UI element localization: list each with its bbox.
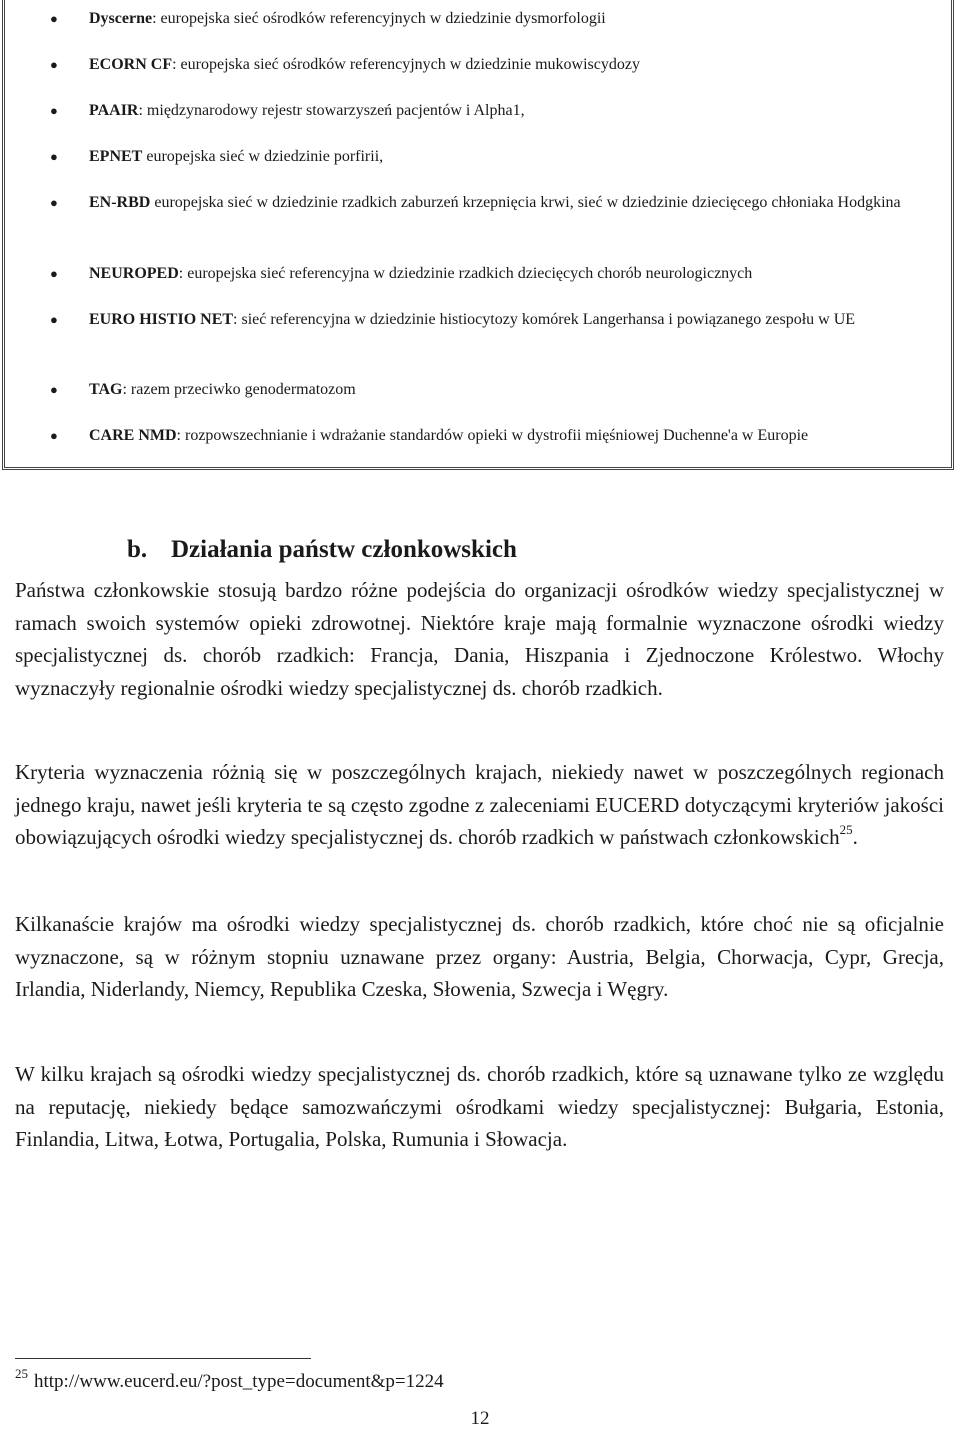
bullet-icon: ● [50,428,58,443]
network-name: NEUROPED [89,265,179,282]
footnote-link[interactable]: http://www.eucerd.eu/?post_type=document&p=1224 [34,1371,444,1392]
bullet-icon: ● [50,266,58,281]
network-desc: : europejska sieć ośrodków referencyjnych w dziedzinie mukowiscydozy [172,56,640,73]
network-name: EN-RBD [89,194,151,211]
footnote-divider [15,1358,311,1359]
paragraph-2-end: . [852,825,858,849]
bullet-icon: ● [50,103,58,118]
paragraph-2 [15,756,944,854]
footnote-ref[interactable]: 25 [839,822,853,837]
network-desc: : międzynarodowy rejestr stowarzyszeń pacjentów i Alpha1, [138,102,525,119]
bullet-icon: ● [50,149,58,164]
bullet-icon: ● [50,312,58,327]
network-name: CARE NMD [89,427,177,444]
network-desc: europejska sieć w dziedzinie rzadkich zaburzeń krzepnięcia krwi, sieć w dziedzinie dziecięcego chłoniaka Hodgkina [150,194,901,211]
network-name: ECORN CF [89,56,173,73]
paragraph-2-text: Kryteria wyznaczenia różnią się w poszczególnych krajach, niekiedy nawet w poszczególnych regionach jednego kraju, nawet jeśli kryteria te są często zgodne z zaleceniami EUCERD dotyczącymi kryteriów jakości obowiązujących ośrodki wiedzy specjalistycznej ds. chorób rzadkich w państwach członkowskich [15,760,944,849]
network-name: PAAIR [89,102,139,119]
network-desc: : sieć referencyjna w dziedzinie histiocytozy komórek Langerhansa i powiązanego zespołu w UE [233,311,856,328]
network-desc: : rozpowszechnianie i wdrażanie standardów opieki w dystrofii mięśniowej Duchenne'a w Europie [176,427,809,444]
paragraph-1: Państwa członkowskie stosują bardzo różne podejścia do organizacji ośrodków wiedzy specjalistycznej w ramach swoich systemów opieki zdrowotnej. Niektóre kraje mają formalnie wyznaczone ośrodki wiedzy specjalistycznej ds. chorób rzadkich: Francja, Dania, Hiszpania i Zjednoczone Królestwo. Włochy wyznaczyły regionalnie ośrodki wiedzy specjalistycznej ds. chorób rzadkich. [15,578,944,700]
network-name: EURO HISTIO NET [89,311,234,328]
bullet-icon: ● [50,382,58,397]
section-heading [127,534,517,566]
page-number: 12 [470,1408,490,1429]
bullet-icon: ● [50,57,58,72]
section-title: Działania państw członkowskich [171,536,517,563]
network-desc: : europejska sieć referencyjna w dziedzinie rzadkich dziecięcych chorób neurologicznych [178,265,753,282]
bullet-icon: ● [50,11,58,26]
network-name: EPNET [89,148,143,165]
network-name: TAG [89,381,123,398]
paragraph-3: Kilkanaście krajów ma ośrodki wiedzy specjalistycznej ds. chorób rzadkich, które choć nie są oficjalnie wyznaczone, są w różnym stopniu uznawane przez organy: Austria, Belgia, Chorwacja, Cypr, Grecja, Irlandia, Niderlandy, Niemcy, Republika Czeska, Słowenia, Szwecja i Węgry. [15,912,944,1001]
footnote-number: 25 [15,1366,28,1381]
network-desc: europejska sieć w dziedzinie porfirii, [142,148,384,165]
section-number: b. [127,536,148,563]
network-name: Dyscerne [89,10,153,27]
bullet-icon: ● [50,195,58,210]
footnote [15,1366,444,1395]
network-desc: : europejska sieć ośrodków referencyjnych w dziedzinie dysmorfologii [152,10,606,27]
paragraph-4: W kilku krajach są ośrodki wiedzy specjalistycznej ds. chorób rzadkich, które są uznawane tylko ze względu na reputację, niekiedy będące samozwańczymi ośrodkami wiedzy specjalistycznej: Bułgaria, Estonia, Finlandia, Litwa, Łotwa, Portugalia, Polska, Rumunia i Słowacja. [15,1062,944,1151]
network-desc: : razem przeciwko genodermatozom [122,381,356,398]
